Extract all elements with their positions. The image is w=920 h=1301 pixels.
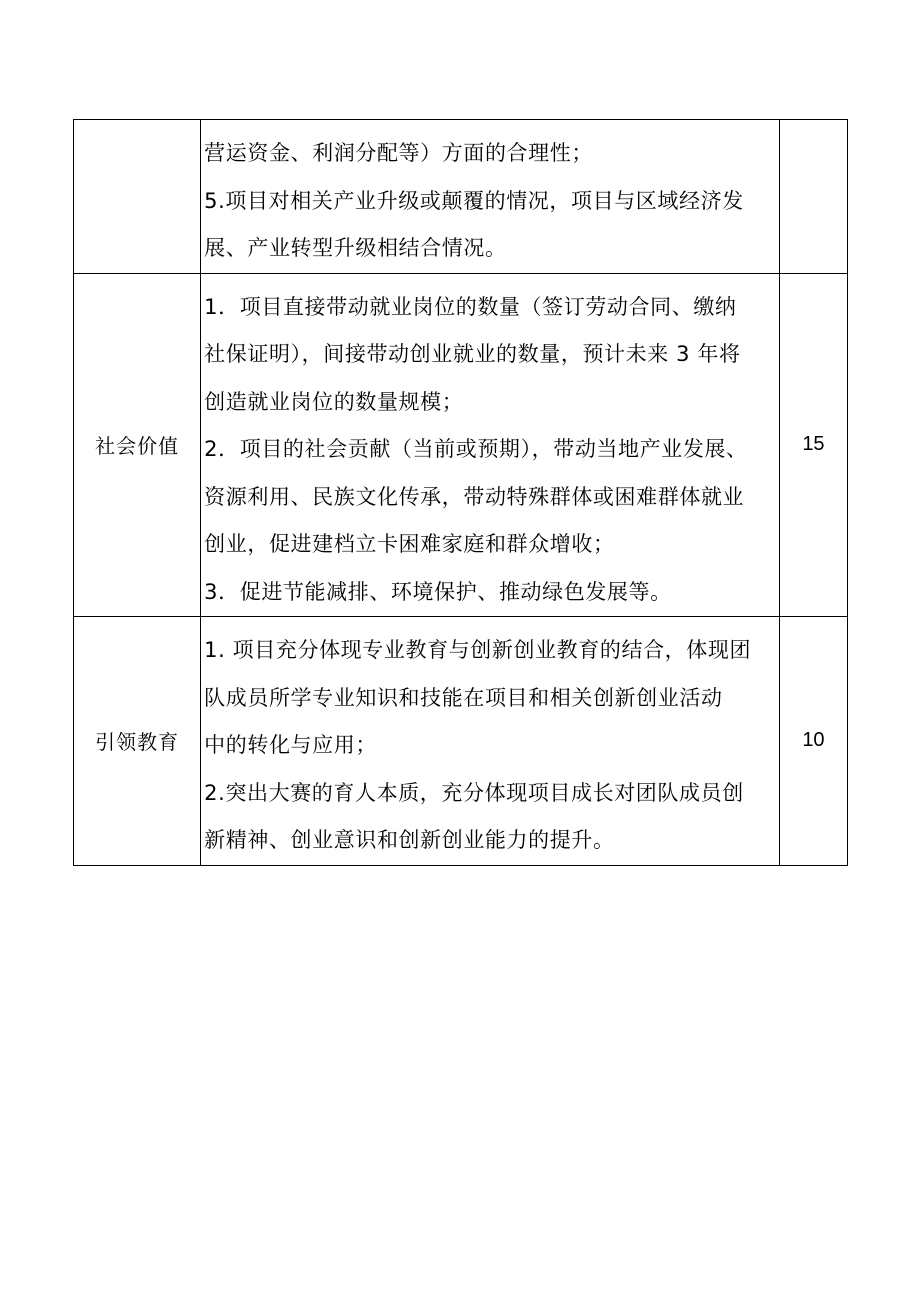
criteria-cell [201, 617, 780, 866]
criteria-line: 3．促进节能减排、环境保护、推动绿色发展等。 [204, 579, 672, 604]
table-row [74, 120, 848, 274]
criteria-line: 创业，促进建档立卡困难家庭和群众增收； [204, 532, 615, 556]
criteria-cell [201, 120, 780, 274]
criteria-cell [201, 273, 780, 617]
criteria-line: 2.突出大赛的育人本质，充分体现项目成长对团队成员创 [204, 780, 744, 805]
criteria-line: 2．项目的社会贡献（当前或预期），带动当地产业发展、 [204, 437, 748, 461]
criteria-line: 队成员所学专业知识和技能在项目和相关创新创业活动 [204, 685, 723, 710]
criteria-line: 营运资金、利润分配等）方面的合理性； [204, 141, 593, 165]
category-cell: 社会价值 [74, 273, 201, 617]
score-cell: 10 [779, 617, 847, 866]
table-row [74, 617, 848, 866]
criteria-line: 创造就业岗位的数量规模； [204, 389, 464, 414]
criteria-line: 中的转化与应用； [204, 733, 377, 757]
criteria-line: 资源利用、民族文化传承，带动特殊群体或困难群体就业 [204, 484, 745, 509]
criteria-line: 社保证明），间接带动创业就业的数量，预计未来 3 年将 [204, 342, 741, 366]
criteria-line: 新精神、创业意识和创新创业能力的提升。 [204, 828, 615, 852]
score-cell [779, 120, 847, 274]
table-row [74, 273, 848, 617]
category-cell [74, 120, 201, 274]
score-cell: 15 [779, 273, 847, 617]
category-cell: 引领教育 [74, 617, 201, 866]
criteria-line: 1. 项目充分体现专业教育与创新创业教育的结合，体现团 [204, 638, 752, 662]
criteria-line: 1．项目直接带动就业岗位的数量（签订劳动合同、缴纳 [204, 294, 737, 319]
scoring-criteria-table [73, 119, 848, 866]
criteria-line: 展、产业转型升级相结合情况。 [204, 236, 507, 260]
criteria-line: 5.项目对相关产业升级或颠覆的情况，项目与区域经济发 [204, 188, 744, 213]
